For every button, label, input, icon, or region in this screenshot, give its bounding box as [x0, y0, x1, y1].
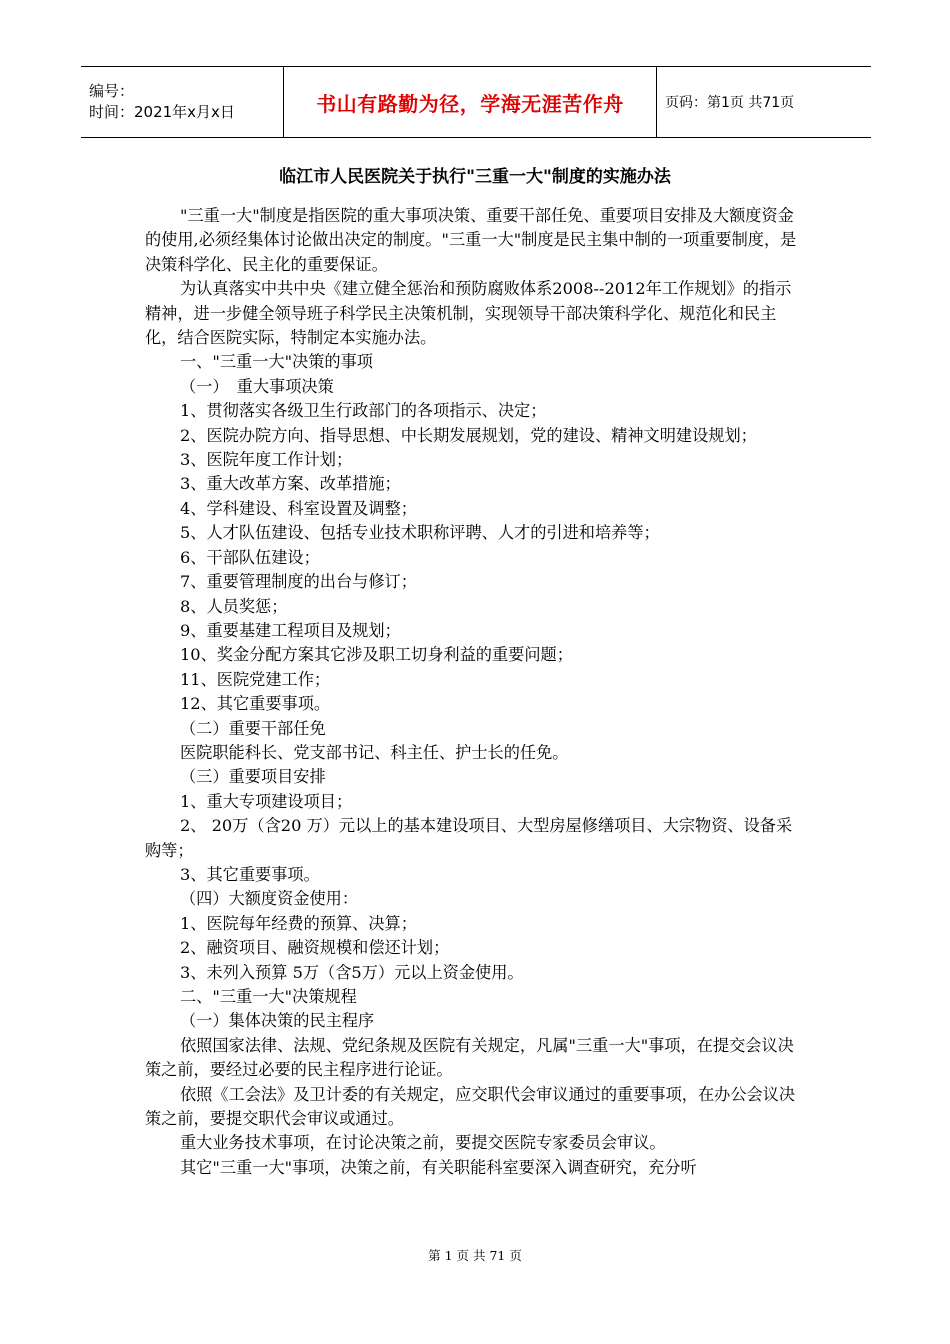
document-body: [145, 204, 807, 1180]
paragraph: 其它"三重一大"事项，决策之前，有关职能科室要深入调查研究，充分听: [180, 1157, 697, 1177]
section-heading: 一、"三重一大"决策的事项: [180, 352, 373, 372]
header-meta: [81, 67, 283, 137]
list-item: 10、奖金分配方案其它涉及职工切身利益的重要问题；: [180, 645, 573, 665]
list-item: 1、医院每年经费的预算、决算；: [180, 913, 417, 933]
list-item: 9、重要基建工程项目及规划；: [180, 620, 401, 640]
list-item: 2、 20万（含20 万）元以上的基本建设项目、大型房屋修缮项目、大宗物资、设备采购等；: [145, 816, 793, 860]
list-item: 11、医院党建工作；: [180, 669, 331, 689]
list-item: 3、其它重要事项。: [180, 864, 320, 884]
header-motto: 书山有路勤为径，学海无涯苦作舟: [316, 91, 624, 116]
document-title: 临江市人民医院关于执行"三重一大"制度的实施办法: [279, 167, 671, 187]
page-header: [81, 66, 871, 138]
header-page-info: 页码：第1页 共71页: [665, 95, 795, 111]
list-item: 3、未列入预算 5万（含5万）元以上资金使用。: [180, 962, 524, 982]
document-number-label: 编号：: [89, 82, 135, 100]
document-date-label: 时间：2021年x月x日: [89, 103, 235, 121]
list-item: 2、融资项目、融资规模和偿还计划；: [180, 938, 450, 958]
subsection-heading: （一） 重大事项决策: [180, 376, 334, 396]
list-item: 3、重大改革方案、改革措施；: [180, 474, 401, 494]
list-item: 4、学科建设、科室设置及调整；: [180, 498, 417, 518]
paragraph: 重大业务技术事项，在讨论决策之前，要提交医院专家委员会审议。: [180, 1133, 666, 1153]
subsection-heading: （一）集体决策的民主程序: [180, 1011, 375, 1031]
paragraph: 依照《工会法》及卫计委的有关规定，应交职代会审议通过的重要事项，在办公会议决策之前，要提交职代会审议或通过。: [145, 1084, 796, 1129]
paragraph: 医院职能科长、党支部书记、科主任、护士长的任免。: [180, 742, 569, 762]
subsection-heading: （四）大额度资金使用：: [180, 889, 359, 909]
header-motto-cell: [283, 67, 657, 137]
subsection-heading: （二）重要干部任免: [180, 718, 326, 738]
list-item: 3、医院年度工作计划；: [180, 450, 353, 470]
list-item: 1、重大专项建设项目；: [180, 791, 353, 811]
paragraph: 为认真落实中共中央《建立健全惩治和预防腐败体系2008--2012年工作规划》的指示精神，进一步健全领导班子科学民主决策机制，实现领导干部决策科学化、规范化和民主化，结合医院实际，特制定本实施办法。: [145, 279, 792, 348]
list-item: 1、贯彻落实各级卫生行政部门的各项指示、决定；: [180, 401, 547, 421]
list-item: 5、人才队伍建设、包括专业技术职称评聘、人才的引进和培养等；: [180, 523, 660, 543]
subsection-heading: （三）重要项目安排: [180, 767, 326, 787]
page-footer: 第 1 页 共 71 页: [428, 1248, 522, 1263]
list-item: 7、重要管理制度的出台与修订；: [180, 572, 417, 592]
list-item: 12、其它重要事项。: [180, 694, 331, 714]
section-heading: 二、"三重一大"决策规程: [180, 987, 357, 1006]
paragraph: "三重一大"制度是指医院的重大事项决策、重要干部任免、重要项目安排及大额度资金的使用,必须经集体讨论做出决定的制度。"三重一大"制度是民主集中制的一项重要制度，是决策科学化、民主化的重要保证。: [145, 206, 797, 274]
list-item: 8、人员奖惩；: [180, 596, 288, 616]
paragraph: 依照国家法律、法规、党纪条规及医院有关规定，凡属"三重一大"事项，在提交会议决策之前，要经过必要的民主程序进行论证。: [145, 1035, 794, 1080]
list-item: 2、医院办院方向、指导思想、中长期发展规划，党的建设、精神文明建设规划；: [180, 425, 757, 445]
list-item: 6、干部队伍建设；: [180, 547, 320, 567]
